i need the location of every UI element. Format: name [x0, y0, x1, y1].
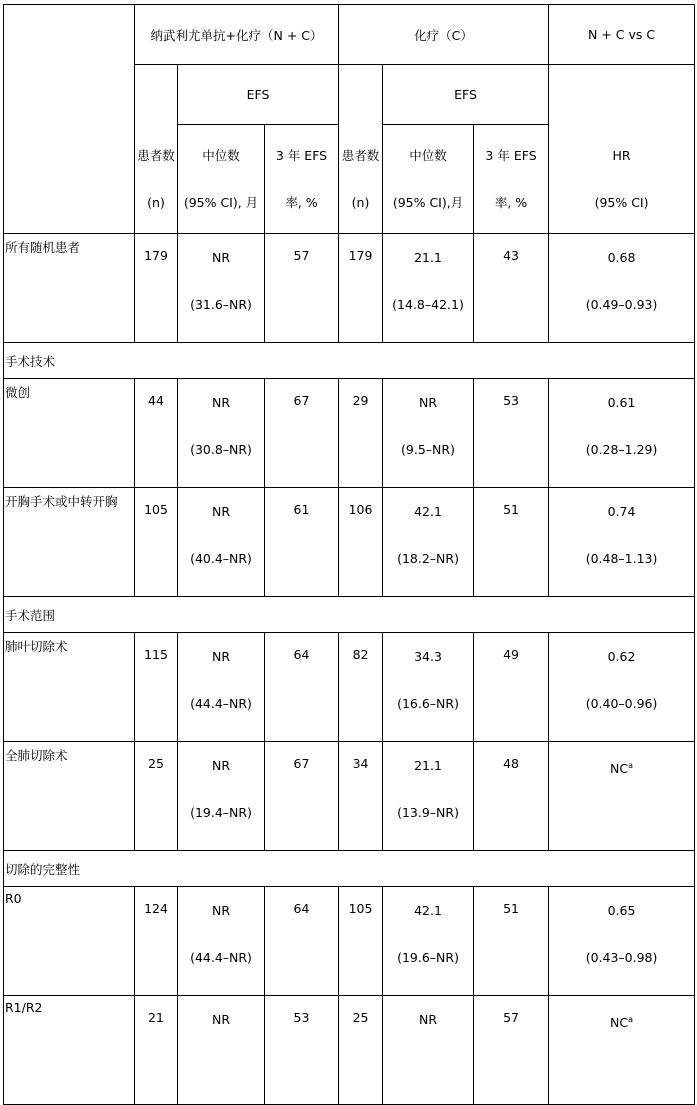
hr-cell — [549, 996, 695, 1105]
hr-ci: (0.43–0.98) — [585, 950, 658, 965]
hr-value — [549, 393, 694, 440]
hr-text: NC — [610, 761, 629, 777]
rate-nc-cell: 53 — [265, 996, 339, 1105]
rate-c-cell: 53 — [474, 379, 549, 488]
median-c-ci: (18.2–NR) — [397, 551, 459, 566]
median-nc-ci — [178, 1057, 264, 1104]
rate-c-cell: 51 — [474, 488, 549, 597]
table-row — [4, 887, 695, 996]
efs-header-nc: EFS — [178, 65, 339, 125]
row-label: 开胸手术或中转开胸 — [4, 488, 135, 597]
hr-header: HR (95% CI) — [549, 65, 695, 234]
row-label: 全肺切除术 — [4, 742, 135, 851]
hr-ci: (0.49–0.93) — [585, 297, 658, 312]
n-c-cell: 29 — [339, 379, 383, 488]
median-nc-cell — [178, 996, 265, 1105]
rate-header-c: 3 年 EFS 率, % — [474, 125, 549, 234]
median-nc-cell — [178, 379, 265, 488]
median-c-value: NR — [418, 395, 438, 410]
median-c-cell — [383, 742, 474, 851]
n-nc-cell: 105 — [135, 488, 178, 597]
median-nc-value: NR — [211, 395, 231, 410]
section-row — [4, 343, 695, 379]
section-label: 手术技术 — [4, 343, 695, 379]
median-nc-cell — [178, 234, 265, 343]
median-c-cell — [383, 234, 474, 343]
median-c-ci: (14.8–42.1) — [392, 297, 464, 312]
n-c-cell: 106 — [339, 488, 383, 597]
median-nc-ci: (19.4–NR) — [190, 805, 252, 820]
n-nc-cell: 25 — [135, 742, 178, 851]
median-c-value: 34.3 — [414, 649, 442, 664]
hr-text: 0.61 — [607, 395, 636, 410]
median-c-cell — [383, 488, 474, 597]
median-nc-value: NR — [211, 250, 231, 265]
hr-ci: (0.40–0.96) — [585, 696, 658, 711]
median-nc-ci: (44.4–NR) — [190, 950, 252, 965]
median-nc-value: NR — [211, 1012, 231, 1027]
median-nc-value: NR — [211, 504, 231, 519]
rate-c-cell: 57 — [474, 996, 549, 1105]
n-nc-cell: 115 — [135, 633, 178, 742]
hr-value — [549, 1010, 694, 1057]
hr-footnote-mark: a — [628, 761, 634, 770]
table-row — [4, 996, 695, 1105]
n-nc-cell: 124 — [135, 887, 178, 996]
hr-text: 0.68 — [607, 250, 636, 265]
group-header-nc: 纳武利尤单抗+化疗（N + C） — [135, 5, 339, 65]
median-nc-ci: (44.4–NR) — [190, 696, 252, 711]
median-nc-cell — [178, 633, 265, 742]
n-c-cell: 179 — [339, 234, 383, 343]
median-c-value: 21.1 — [414, 758, 442, 773]
hr-cell — [549, 234, 695, 343]
median-c-value: 42.1 — [414, 903, 442, 918]
n-nc-cell: 179 — [135, 234, 178, 343]
median-c-ci: (16.6–NR) — [397, 696, 459, 711]
median-nc-ci: (30.8–NR) — [190, 442, 252, 457]
table-row — [4, 742, 695, 851]
hr-text: 0.74 — [607, 504, 636, 519]
row-label: 肺叶切除术 — [4, 633, 135, 742]
hr-text: 0.62 — [607, 649, 636, 664]
median-nc-value: NR — [211, 649, 231, 664]
table-row — [4, 488, 695, 597]
section-row — [4, 597, 695, 633]
median-c-ci — [383, 1057, 473, 1104]
median-c-value: 42.1 — [414, 504, 442, 519]
median-c-ci: (19.6–NR) — [397, 950, 459, 965]
median-c-value: NR — [418, 1012, 438, 1027]
row-label: 微创 — [4, 379, 135, 488]
median-c-cell — [383, 379, 474, 488]
group-header-c: 化疗（C） — [339, 5, 549, 65]
rate-c-cell: 43 — [474, 234, 549, 343]
median-c-ci: (9.5–NR) — [401, 442, 455, 457]
median-nc-ci: (40.4–NR) — [190, 551, 252, 566]
rate-c-cell: 49 — [474, 633, 549, 742]
median-nc-value: NR — [211, 758, 231, 773]
rate-nc-cell: 67 — [265, 742, 339, 851]
corner-cell — [4, 5, 135, 234]
hr-text: NC — [610, 1015, 629, 1031]
hr-cell — [549, 488, 695, 597]
section-row — [4, 851, 695, 887]
hr-footnote-mark: a — [628, 1015, 634, 1024]
table-row — [4, 379, 695, 488]
hr-value — [549, 502, 694, 549]
efs-header-c: EFS — [383, 65, 549, 125]
efs-subgroup-table — [3, 4, 695, 1105]
rate-nc-cell: 67 — [265, 379, 339, 488]
group-header-hr: N + C vs C — [549, 5, 695, 65]
rate-nc-cell: 64 — [265, 887, 339, 996]
rate-nc-cell: 61 — [265, 488, 339, 597]
median-c-value: 21.1 — [414, 250, 442, 265]
hr-value — [549, 248, 694, 295]
hr-ci — [549, 1057, 694, 1104]
hr-cell — [549, 887, 695, 996]
hr-cell — [549, 379, 695, 488]
rate-c-cell: 48 — [474, 742, 549, 851]
hr-cell — [549, 633, 695, 742]
rate-header-nc: 3 年 EFS 率, % — [265, 125, 339, 234]
section-label: 切除的完整性 — [4, 851, 695, 887]
hr-value — [549, 756, 694, 803]
hr-value — [549, 647, 694, 694]
median-c-cell — [383, 996, 474, 1105]
hr-cell — [549, 742, 695, 851]
median-c-cell — [383, 633, 474, 742]
n-nc-cell: 44 — [135, 379, 178, 488]
hr-ci: (0.28–1.29) — [585, 442, 658, 457]
median-c-cell — [383, 887, 474, 996]
median-nc-cell — [178, 488, 265, 597]
median-nc-cell — [178, 887, 265, 996]
table-row — [4, 633, 695, 742]
section-label: 手术范围 — [4, 597, 695, 633]
rate-nc-cell: 64 — [265, 633, 339, 742]
n-header-nc: 患者数 (n) — [135, 65, 178, 234]
hr-ci: (0.48–1.13) — [585, 551, 658, 566]
rate-nc-cell: 57 — [265, 234, 339, 343]
n-c-cell: 82 — [339, 633, 383, 742]
median-nc-cell — [178, 742, 265, 851]
median-header-nc: 中位数 (95% CI), 月 — [178, 125, 265, 234]
median-c-ci: (13.9–NR) — [397, 805, 459, 820]
n-c-cell: 25 — [339, 996, 383, 1105]
n-c-cell: 34 — [339, 742, 383, 851]
n-c-cell: 105 — [339, 887, 383, 996]
rate-c-cell: 51 — [474, 887, 549, 996]
row-label: R1/R2 — [4, 996, 135, 1105]
hr-ci — [549, 803, 694, 850]
n-header-c: 患者数 (n) — [339, 65, 383, 234]
hr-text: 0.65 — [607, 903, 636, 918]
median-header-c: 中位数 (95% CI),月 — [383, 125, 474, 234]
median-nc-value: NR — [211, 903, 231, 918]
hr-value — [549, 901, 694, 948]
n-nc-cell: 21 — [135, 996, 178, 1105]
row-label: R0 — [4, 887, 135, 996]
row-label: 所有随机患者 — [4, 234, 135, 343]
table-row — [4, 234, 695, 343]
median-nc-ci: (31.6–NR) — [190, 297, 252, 312]
